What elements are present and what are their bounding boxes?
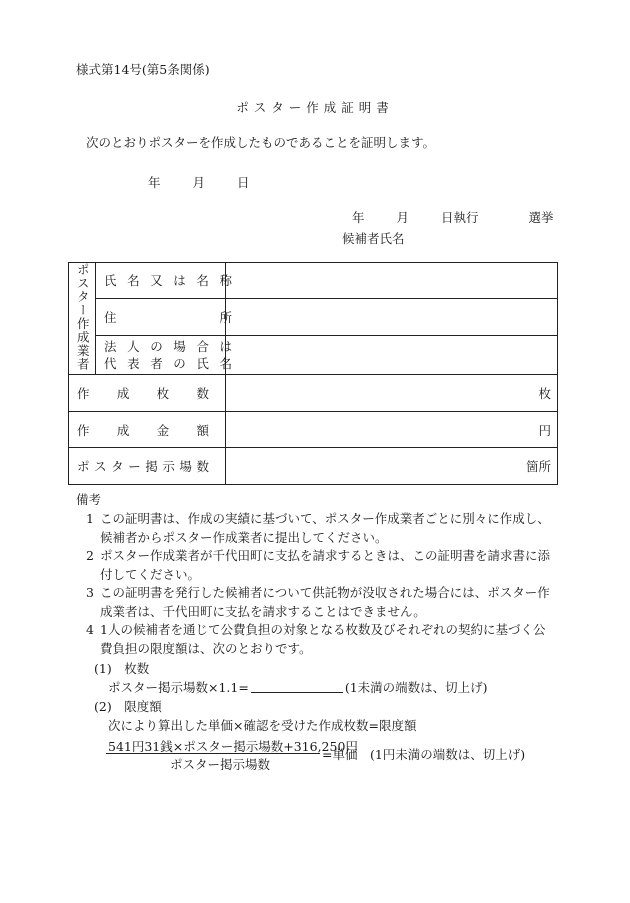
sub1-formula-b: (1未満の端数は、切上げ) [344,680,488,695]
label-char: 金 [156,422,170,438]
label-char: 作 [77,422,90,438]
amount-label-cell [69,412,226,448]
election-label: 選挙 [528,210,554,225]
note-text: ポスター作成業者が千代田町に支払を請求するときは、この証明書を請求書に添付してください。 [100,548,551,582]
fraction-denominator: ポスター掲示場数 [170,757,271,772]
label-char: 数 [196,386,209,401]
representative-label-cell [96,336,232,375]
fraction-bar [106,753,320,754]
notes-heading: 備考 [76,492,102,507]
label-char: 代 [104,356,117,372]
election-month: 月 [396,210,410,225]
places-label [77,457,209,475]
label-char: 作 [77,386,90,401]
label-char: 成 [116,386,130,401]
note-number: 4 [86,622,94,637]
label-char: 表 [127,356,140,372]
label-char: 名 [219,356,232,372]
label-char: 合 [196,339,209,355]
name-label-cell [96,263,232,299]
sub1-label: (1) 枚数 [94,661,150,676]
note-item-4 [86,621,556,658]
count-blank-field[interactable] [251,680,343,693]
date-month: 月 [192,175,206,190]
intro-text: 次のとおりポスターを作成したものであることを証明します。 [86,135,436,150]
amount-label [77,421,209,439]
label-char: 人 [127,339,140,355]
poster-certificate-table [68,262,558,485]
note-number: 1 [86,511,94,526]
date-day: 日 [237,175,250,190]
count-value-field[interactable] [226,375,558,412]
sub2-label: (2) 限度額 [94,699,162,714]
name-label [104,271,232,289]
label-char: ー [128,459,141,474]
amount-unit: 円 [538,422,551,438]
representative-label-line2 [104,355,232,372]
places-value-field[interactable] [226,448,558,485]
form-number: 様式第14号(第5条関係) [76,62,210,77]
label-char: 枚 [156,386,170,401]
count-label-cell [69,375,226,412]
label-char: 額 [196,422,209,438]
label-char: は [219,339,232,355]
election-line [352,208,554,226]
label-char: 示 [162,459,175,474]
representative-label-line1 [104,338,232,355]
label-char: 場 [173,339,186,355]
note-item-3 [86,584,556,621]
places-unit: 箇所 [525,459,551,474]
label-char: 者 [150,356,163,372]
election-year: 年 [352,210,365,225]
label-char: 氏 [196,356,209,372]
label-char: の [173,356,186,372]
sub2-text: 次により算出した単価×確認を受けた作成枚数=限度額 [108,718,417,733]
label-char: ポ [77,459,90,474]
places-label-cell [69,448,226,485]
sub1-formula [108,678,488,696]
note-text: この証明書は、作成の実績に基づいて、ポスター作成業者ごとに別々に作成し、候補者からポスター作成業者に提出してください。 [100,511,550,545]
address-value-field[interactable] [226,298,558,336]
label-char: 掲 [145,459,158,474]
fraction-numerator: 541円31銭×ポスター掲示場数+316,250円 [108,739,358,754]
label-char: 称 [219,273,232,289]
note-item-2 [86,547,556,584]
note-number: 2 [86,548,94,563]
note-text: この証明書を発行した候補者について供託物が没収された場合には、ポスター作成業者は、千代田町に支払を請求することはできません。 [100,585,550,619]
count-label [77,384,209,402]
label-char: 成 [116,422,130,438]
address-label: 住 所 [104,309,232,325]
label-char: 法 [104,339,117,355]
group-label-cell [69,263,96,375]
label-char: 数 [196,459,209,474]
note-number: 3 [86,585,94,600]
name-value-field[interactable] [226,263,558,299]
date-year: 年 [148,175,161,190]
amount-value-field[interactable] [226,412,558,448]
date-line [148,173,250,191]
label-char: 又 [150,273,163,289]
document-title: ポスター作成証明書 [236,100,394,115]
group-label: ポスター作成業者 [75,263,91,371]
label-char: は [173,273,186,289]
label-char: の [150,339,163,355]
address-label-cell [96,298,232,336]
note-text: 1人の候補者を通じて公費負担の対象となる枚数及びそれぞれの契約に基づく公費負担の限度額は、次のとおりです。 [100,622,546,656]
label-char: 場 [179,459,192,474]
note-item-1 [86,510,556,547]
label-char: ス [94,459,107,474]
election-day-exec: 日執行 [441,210,479,225]
representative-value-field[interactable] [226,336,558,375]
fraction-result: =単価 (1円未満の端数は、切上げ) [322,747,526,762]
label-char: 名 [196,273,209,289]
label-char: 氏 [104,273,117,289]
label-char: タ [111,459,124,474]
label-char: 名 [127,273,140,289]
sub1-formula-a: ポスター掲示場数×1.1= [108,680,249,695]
candidate-name-label: 候補者氏名 [342,231,405,246]
count-unit: 枚 [538,386,551,401]
